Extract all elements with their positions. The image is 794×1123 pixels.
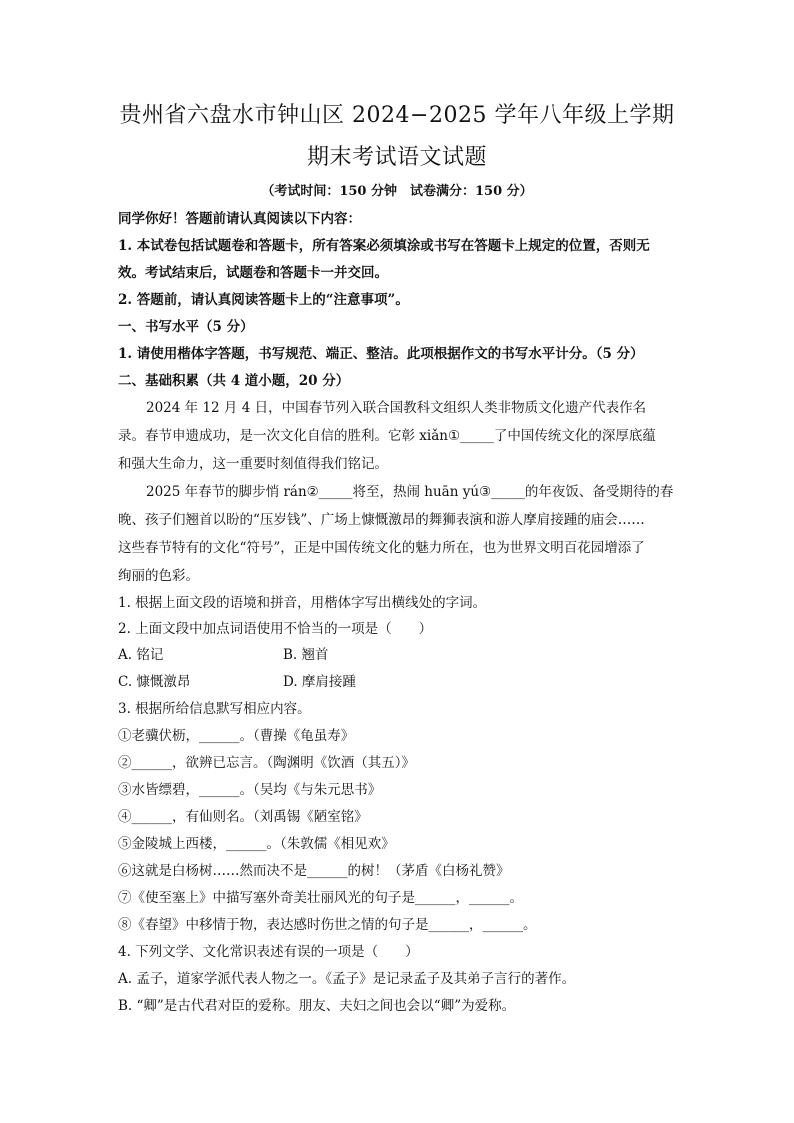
section1-heading: 一、书写水平（5 分） <box>118 319 254 335</box>
para2-line: 这些春节特有的文化“符号”，正是中国传统文化的魅力所在，也为世界文明百花园增添了 <box>118 540 645 556</box>
para2-line: 绚丽的色彩。 <box>118 568 199 584</box>
para2-line: 2025 年春节的脚步悄 rán②_____将至，热闹 huān yú③_____的年夜饭、备受期待的春 <box>146 484 674 500</box>
exam-info: （考试时间：150 分钟 试卷满分：150 分） <box>261 184 533 199</box>
q4-option-b: B. “卿”是古代君对臣的爱称。朋友、夫妇之间也会以“卿”为爱称。 <box>118 998 516 1014</box>
notice-intro: 同学你好！答题前请认真阅读以下内容： <box>118 211 361 227</box>
para2-line: 晚、孩子们翘首以盼的“压岁钱”、广场上慷慨激昂的舞狮表演和游人摩肩接踵的庙会…… <box>118 512 645 528</box>
q2-option-d: D. 摩肩接踵 <box>283 674 356 690</box>
q3-item: ⑥这就是白杨树……然而决不是______的树！（茅盾《白杨礼赞》 <box>118 863 510 879</box>
q2-option-c: C. 慷慨激昂 <box>118 674 191 690</box>
q2-option-a: A. 铭记 <box>118 647 164 663</box>
q3-item: ④______，有仙则名。（刘禹锡《陋室铭》 <box>118 809 368 825</box>
q3-item: ③水皆缥碧，______。（吴均《与朱元思书》 <box>118 782 382 798</box>
q4-option-a: A. 孟子，道家学派代表人物之一。《孟子》是记录孟子及其弟子言行的著作。 <box>118 971 576 987</box>
section1-item: 1. 请使用楷体字答题，书写规范、端正、整洁。此项根据作文的书写水平计分。（5 分） <box>118 346 644 362</box>
notice-item1-line2: 效。考试结束后，试题卷和答题卡一并交回。 <box>118 265 388 281</box>
exam-title-line2: 期末考试语文试题 <box>306 145 487 170</box>
q3-item: ⑧《春望》中移情于物，表达感时伤世之情的句子是______，______。 <box>118 917 537 933</box>
question-4: 4. 下列文学、文化常识表述有误的一项是（ ） <box>118 944 419 960</box>
q3-item: ⑦《使至塞上》中描写塞外奇美壮丽风光的句子是______，______。 <box>118 890 523 906</box>
q3-item: ⑤金陵城上西楼，______。（朱敦儒《相见欢》 <box>118 836 395 852</box>
q3-item: ②______，欲辨已忘言。（陶渊明《饮酒（其五）》 <box>118 755 415 771</box>
q3-item: ①老骥伏枥，______。（曹操《龟虽寿》 <box>118 728 355 744</box>
exam-title-line1: 贵州省六盘水市钟山区 2024−2025 学年八年级上学期 <box>119 103 675 128</box>
question-1: 1. 根据上面文段的语境和拼音，用楷体字写出横线处的字词。 <box>118 595 487 611</box>
section2-heading: 二、基础积累（共 4 道小题，20 分） <box>118 373 350 389</box>
para1-line: 2024 年 12 月 4 日，中国春节列入联合国教科文组织人类非物质文化遗产代表作名 <box>146 400 647 416</box>
notice-item2: 2. 答题前，请认真阅读答题卡上的“注意事项”。 <box>118 292 409 308</box>
para1-line: 录。春节申遗成功，是一次文化自信的胜利。它彰 xiǎn①_____了中国传统文化的深厚底蕴 <box>118 428 656 444</box>
question-2: 2. 上面文段中加点词语使用不恰当的一项是（ ） <box>118 621 433 637</box>
q2-option-b: B. 翘首 <box>283 647 329 663</box>
notice-item1-line1: 1. 本试卷包括试题卷和答题卡，所有答案必须填涂或书写在答题卡上规定的位置，否则无 <box>118 238 650 254</box>
question-3: 3. 根据所给信息默写相应内容。 <box>118 701 311 717</box>
para1-line: 和强大生命力，这一重要时刻值得我们铭记。 <box>118 456 388 472</box>
